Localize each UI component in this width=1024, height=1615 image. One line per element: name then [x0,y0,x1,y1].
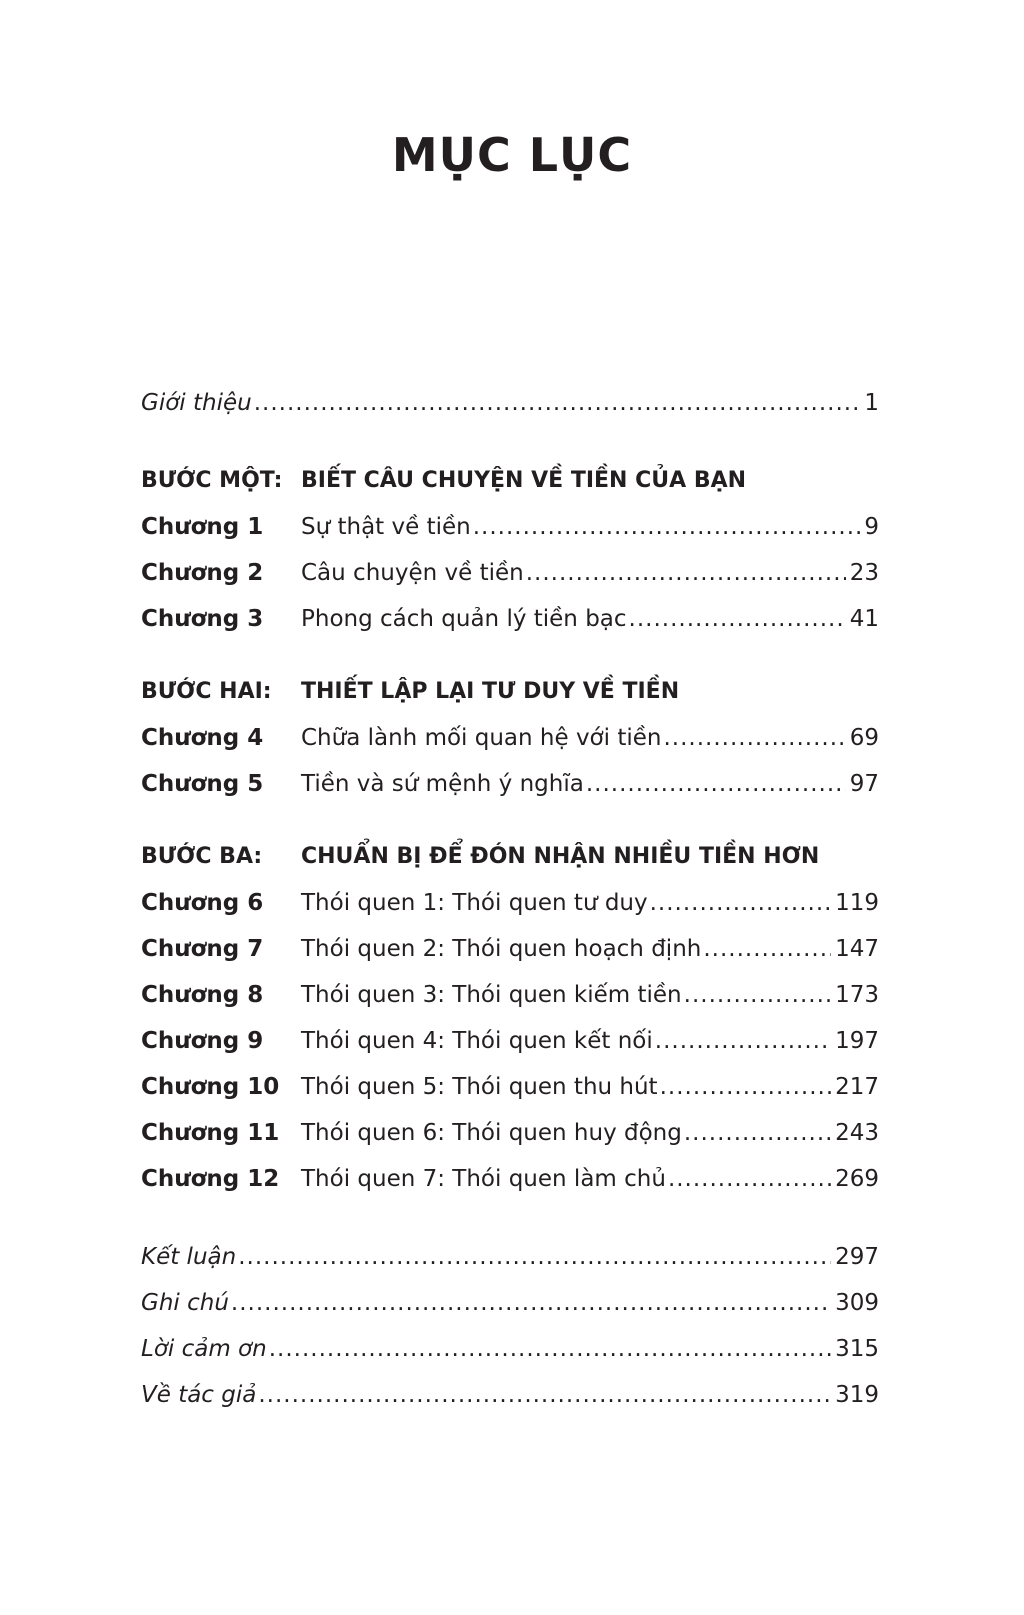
dot-leader [684,972,831,1018]
toc-entry-chapter-3[interactable] [141,596,879,642]
page-title: MỤC LỤC [391,128,633,182]
entry-title: Kết luận [141,1244,237,1270]
part-heading-3 [141,834,879,880]
entry-title: Sự thật về tiền [301,514,471,540]
dot-leader [254,380,861,426]
entry-page: 147 [835,936,879,962]
dot-leader [238,1234,831,1280]
dot-leader [586,761,846,807]
chapter-label: Chương 8 [141,982,264,1008]
dot-leader [703,926,831,972]
toc-entry-chapter-9[interactable] [141,1018,879,1064]
entry-page: 97 [849,771,879,797]
chapter-label: Chương 10 [141,1074,280,1100]
chapter-label: Chương 5 [141,771,264,797]
entry-title: Lời cảm ơn [141,1336,267,1362]
chapter-label: Chương 11 [141,1120,280,1146]
entry-title: Tiền và sứ mệnh ý nghĩa [301,771,584,797]
dot-leader [269,1326,831,1372]
entry-title: Giới thiệu [141,390,252,416]
part-label: BƯỚC HAI: [141,679,272,704]
toc-entry-chapter-6[interactable] [141,880,879,926]
dot-leader [684,1110,831,1156]
dot-leader [629,596,846,642]
entry-title: Ghi chú [141,1290,229,1316]
entry-title: Về tác giả [141,1382,257,1408]
part-title: BIẾT CÂU CHUYỆN VỀ TIỀN CỦA BẠN [301,468,747,493]
entry-page: 23 [849,560,879,586]
dot-leader [473,504,861,550]
entry-title: Thói quen 6: Thói quen huy động [301,1120,682,1146]
chapter-label: Chương 12 [141,1166,280,1192]
chapter-label: Chương 4 [141,725,264,751]
part-title: CHUẨN BỊ ĐỂ ĐÓN NHẬN NHIỀU TIỀN HƠN [301,844,820,869]
entry-title: Phong cách quản lý tiền bạc [301,606,627,632]
entry-title: Thói quen 3: Thói quen kiếm tiền [301,982,682,1008]
table-of-contents [141,380,879,1418]
chapter-label: Chương 2 [141,560,264,586]
entry-page: 1 [864,390,879,416]
dot-leader [258,1372,831,1418]
toc-entry-about-author[interactable] [141,1372,879,1418]
entry-title: Thói quen 5: Thói quen thu hút [301,1074,658,1100]
dot-leader [660,1064,832,1110]
entry-title: Thói quen 1: Thói quen tư duy [301,890,648,916]
toc-entry-chapter-4[interactable] [141,715,879,761]
entry-title: Chữa lành mối quan hệ với tiền [301,725,662,751]
chapter-label: Chương 1 [141,514,264,540]
part-label: BƯỚC BA: [141,844,263,869]
toc-entry-chapter-7[interactable] [141,926,879,972]
entry-page: 309 [835,1290,879,1316]
toc-entry-chapter-12[interactable] [141,1156,879,1202]
dot-leader [655,1018,831,1064]
chapter-label: Chương 6 [141,890,264,916]
entry-page: 197 [835,1028,879,1054]
entry-page: 69 [849,725,879,751]
entry-page: 119 [835,890,879,916]
entry-page: 173 [835,982,879,1008]
toc-entry-chapter-11[interactable] [141,1110,879,1156]
part-heading-1 [141,458,879,504]
entry-page: 269 [835,1166,879,1192]
dot-leader [668,1156,831,1202]
toc-entry-conclusion[interactable] [141,1234,879,1280]
part-title: THIẾT LẬP LẠI TƯ DUY VỀ TIỀN [301,679,680,704]
toc-entry-chapter-10[interactable] [141,1064,879,1110]
entry-title: Thói quen 2: Thói quen hoạch định [301,936,702,962]
entry-page: 297 [835,1244,879,1270]
entry-page: 217 [835,1074,879,1100]
entry-title: Thói quen 4: Thói quen kết nối [301,1028,653,1054]
toc-entry-intro[interactable] [141,380,879,426]
chapter-label: Chương 7 [141,936,264,962]
entry-title: Thói quen 7: Thói quen làm chủ [301,1166,666,1192]
toc-entry-chapter-5[interactable] [141,761,879,807]
part-label: BƯỚC MỘT: [141,468,283,493]
dot-leader [650,880,831,926]
toc-entry-chapter-1[interactable] [141,504,879,550]
toc-entry-chapter-8[interactable] [141,972,879,1018]
entry-page: 41 [849,606,879,632]
chapter-label: Chương 9 [141,1028,264,1054]
entry-page: 319 [835,1382,879,1408]
entry-page: 315 [835,1336,879,1362]
dot-leader [231,1280,831,1326]
entry-page: 9 [864,514,879,540]
toc-entry-chapter-2[interactable] [141,550,879,596]
toc-entry-notes[interactable] [141,1280,879,1326]
part-heading-2 [141,669,879,715]
dot-leader [526,550,846,596]
dot-leader [663,715,845,761]
chapter-label: Chương 3 [141,606,264,632]
entry-title: Câu chuyện về tiền [301,560,524,586]
entry-page: 243 [835,1120,879,1146]
toc-entry-acknowledgements[interactable] [141,1326,879,1372]
